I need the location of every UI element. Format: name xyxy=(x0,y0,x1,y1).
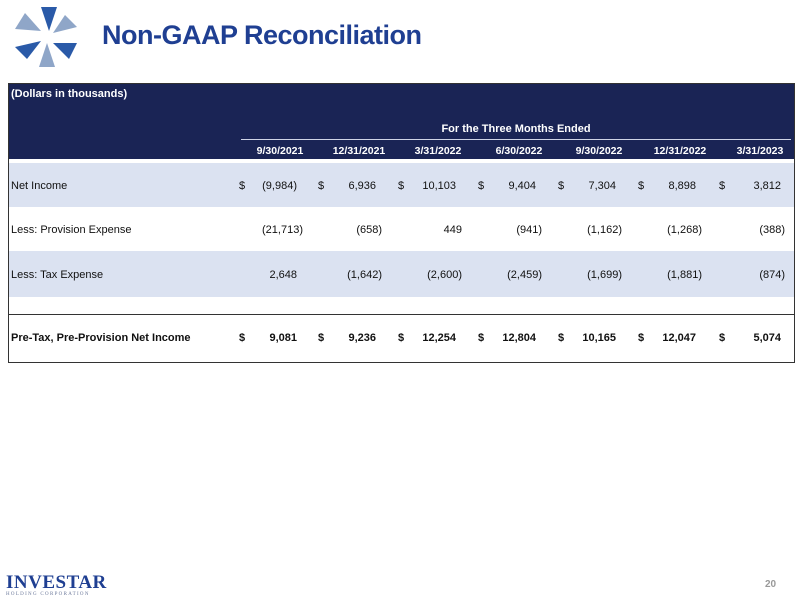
table-cell: 6,936 xyxy=(348,180,376,192)
group-header-rule xyxy=(241,139,791,140)
period-header: 12/31/2021 xyxy=(332,145,386,157)
table-cell: 12,804 xyxy=(502,332,536,344)
currency-symbol: $ xyxy=(398,332,405,344)
currency-symbol: $ xyxy=(478,332,485,344)
footer-logo xyxy=(6,572,107,597)
company-subtitle: HOLDING CORPORATION xyxy=(6,592,90,597)
period-header: 12/31/2022 xyxy=(653,145,707,157)
table-cell: (1,881) xyxy=(667,269,702,281)
currency-symbol: $ xyxy=(719,180,726,192)
table-cell: 449 xyxy=(443,224,462,236)
table-cell: (941) xyxy=(516,224,542,236)
table-cell: 9,404 xyxy=(508,180,536,192)
table-cell: 10,103 xyxy=(422,180,456,192)
table-cell: (1,162) xyxy=(587,224,622,236)
period-header: 3/31/2023 xyxy=(736,145,784,157)
table-row-net-income xyxy=(9,163,794,207)
table-cell: (1,268) xyxy=(667,224,702,236)
table-cell: (9,984) xyxy=(262,180,297,192)
currency-symbol: $ xyxy=(558,332,565,344)
period-header: 6/30/2022 xyxy=(495,145,543,157)
table-row-total xyxy=(9,315,794,361)
table-cell: 12,254 xyxy=(422,332,456,344)
currency-symbol: $ xyxy=(318,180,325,192)
currency-symbol: $ xyxy=(638,180,645,192)
page-number: 20 xyxy=(765,579,777,590)
currency-symbol: $ xyxy=(398,180,405,192)
row-label: Net Income xyxy=(11,180,68,192)
table-cell: 9,081 xyxy=(269,332,297,344)
table-cell: 10,165 xyxy=(582,332,616,344)
table-cell: (388) xyxy=(759,224,785,236)
period-header: 9/30/2021 xyxy=(256,145,304,157)
table-row-provision-expense xyxy=(9,207,794,251)
table-cell: 2,648 xyxy=(269,269,297,281)
table-cell: 12,047 xyxy=(662,332,696,344)
table-cell: 9,236 xyxy=(348,332,376,344)
table-cell: 8,898 xyxy=(668,180,696,192)
table-cell: (2,600) xyxy=(427,269,462,281)
currency-symbol: $ xyxy=(318,332,325,344)
currency-symbol: $ xyxy=(638,332,645,344)
company-name: INVESTAR xyxy=(6,572,107,593)
reconciliation-table xyxy=(8,83,795,363)
group-header: For the Three Months Ended xyxy=(441,123,591,135)
currency-symbol: $ xyxy=(719,332,726,344)
table-cell: 5,074 xyxy=(753,332,781,344)
units-note: (Dollars in thousands) xyxy=(11,88,128,100)
row-label: Less: Provision Expense xyxy=(11,224,132,236)
period-header: 9/30/2022 xyxy=(575,145,623,157)
company-logo-icon xyxy=(6,4,88,70)
row-label: Pre-Tax, Pre-Provision Net Income xyxy=(11,332,191,344)
table-cell: (21,713) xyxy=(262,224,303,236)
table-cell: (658) xyxy=(356,224,382,236)
currency-symbol: $ xyxy=(239,180,246,192)
table-cell: (2,459) xyxy=(507,269,542,281)
period-header: 3/31/2022 xyxy=(414,145,462,157)
row-label: Less: Tax Expense xyxy=(11,269,104,281)
table-cell: 7,304 xyxy=(588,180,616,192)
table-row-tax-expense xyxy=(9,251,794,297)
table-cell: (1,642) xyxy=(347,269,382,281)
currency-symbol: $ xyxy=(239,332,246,344)
currency-symbol: $ xyxy=(478,180,485,192)
currency-symbol: $ xyxy=(558,180,565,192)
table-cell: (1,699) xyxy=(587,269,622,281)
table-cell: 3,812 xyxy=(753,180,781,192)
page-title: Non-GAAP Reconciliation xyxy=(102,20,422,50)
table-cell: (874) xyxy=(759,269,785,281)
table-header-band xyxy=(9,84,794,159)
